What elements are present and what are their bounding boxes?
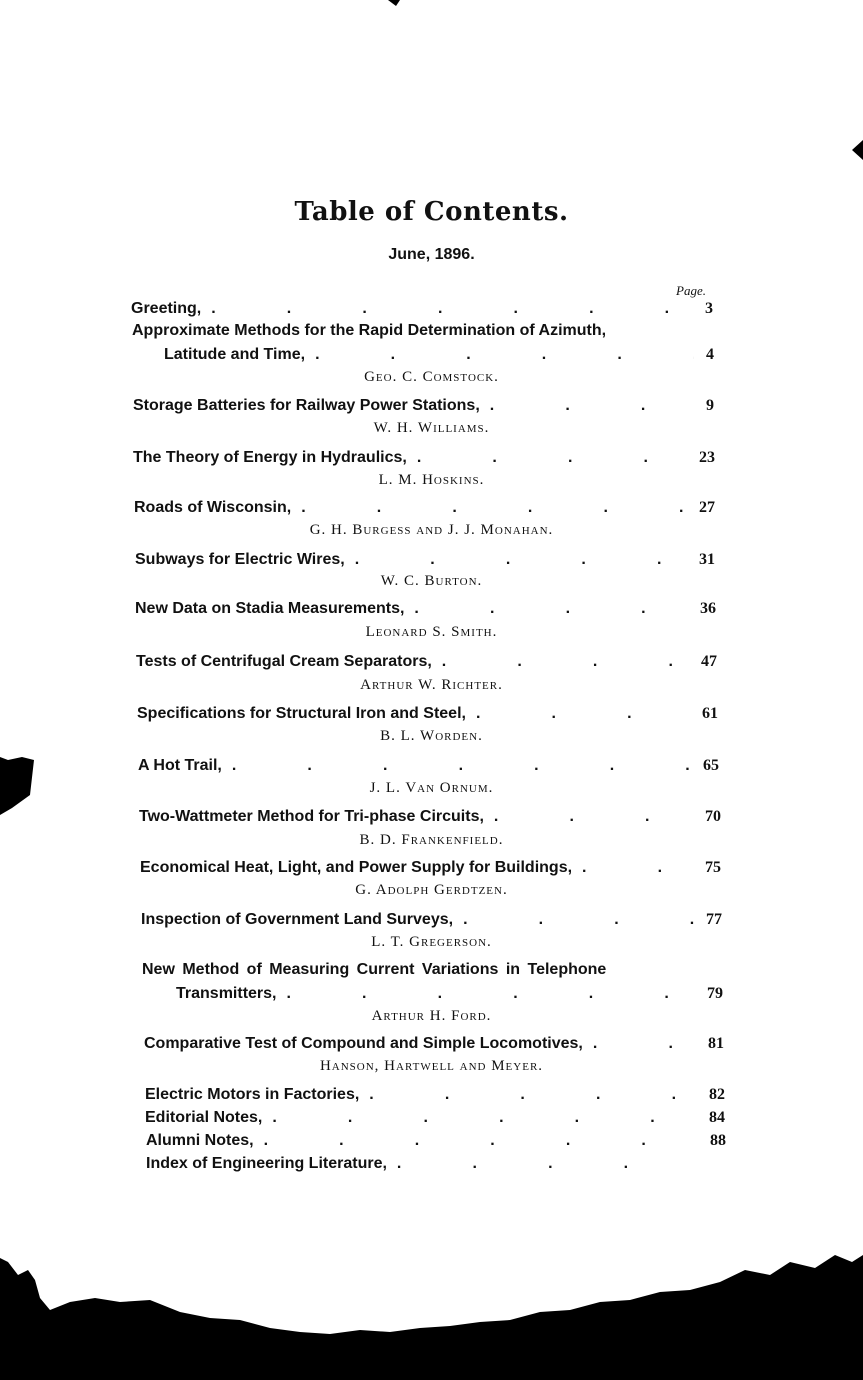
entry-page: 4	[706, 346, 714, 363]
dot-leader	[315, 346, 694, 364]
dot-leader	[414, 600, 688, 618]
entry-page: 84	[709, 1109, 725, 1126]
entry-title: Electric Motors in Factories,	[145, 1086, 360, 1103]
entry-title: A Hot Trail,	[138, 757, 222, 774]
entry-page: 70	[705, 808, 721, 825]
dot-leader	[301, 499, 687, 517]
toc-entry	[144, 1035, 724, 1053]
entry-author: G. Adolph Gerdtzen.	[355, 882, 508, 898]
dot-leader	[355, 551, 687, 569]
toc-entry	[146, 1132, 726, 1150]
entry-page: 31	[699, 551, 715, 568]
toc-entry	[131, 300, 713, 318]
dot-leader	[593, 1035, 696, 1053]
entry-title: Storage Batteries for Railway Power Stations,	[133, 397, 480, 414]
dot-leader	[397, 1155, 656, 1173]
dot-leader	[417, 449, 687, 467]
entry-page: 3	[705, 300, 713, 317]
entry-page: 27	[699, 499, 715, 516]
toc-entry	[139, 808, 721, 826]
entry-title: Roads of Wisconsin,	[134, 499, 292, 516]
entry-title: Approximate Methods for the Rapid Determination of Azimuth,	[132, 322, 607, 339]
toc-entry	[145, 1086, 725, 1104]
dot-leader	[211, 300, 693, 318]
entry-title: New Data on Stadia Measurements,	[135, 600, 405, 617]
toc-entry	[138, 757, 719, 775]
entry-author: B. L. Worden.	[380, 728, 483, 744]
dot-leader	[264, 1132, 698, 1150]
entry-author: Hanson, Hartwell and Meyer.	[319, 1058, 544, 1074]
entry-title: Transmitters,	[176, 985, 277, 1002]
dot-leader	[476, 705, 690, 723]
toc-entry	[136, 653, 717, 671]
entry-title: Specifications for Structural Iron and Steel,	[137, 705, 466, 722]
entry-author: B. D. Frankenfield.	[359, 832, 504, 848]
dot-leader	[286, 985, 695, 1003]
dot-leader	[463, 911, 694, 929]
page-column-header: Page.	[676, 283, 706, 298]
entry-author: L. T. Gregerson.	[371, 934, 492, 950]
entry-author: W. C. Burton.	[380, 573, 483, 589]
toc-entry	[135, 600, 716, 618]
toc-entry	[135, 551, 715, 569]
entry-page: 79	[707, 985, 723, 1002]
entry-title: Latitude and Time,	[164, 346, 306, 363]
entry-author: Leonard S. Smith.	[365, 624, 498, 640]
entry-title: Inspection of Government Land Surveys,	[141, 911, 454, 928]
toc-entry	[133, 449, 715, 467]
dot-leader	[582, 859, 693, 877]
dot-leader	[494, 808, 693, 826]
entry-page: 61	[702, 705, 718, 722]
entry-title: Economical Heat, Light, and Power Supply for Buildings,	[140, 859, 573, 876]
toc-entry	[133, 397, 714, 415]
entry-author: Geo. C. Comstock.	[364, 369, 499, 385]
entry-title: Tests of Centrifugal Cream Separators,	[136, 653, 432, 670]
entry-page: 81	[708, 1035, 724, 1052]
dot-leader	[490, 397, 694, 415]
entry-title: Index of Engineering Literature,	[146, 1155, 387, 1172]
dot-leader	[369, 1086, 697, 1104]
toc-entry	[145, 1109, 725, 1127]
entry-title: Comparative Test of Compound and Simple Locomotives,	[144, 1035, 583, 1052]
entry-author: L. M. Hoskins.	[378, 472, 485, 488]
entry-page: 47	[701, 653, 717, 670]
entry-page: 88	[710, 1132, 726, 1149]
page-title: Table of Contents.	[294, 197, 569, 227]
entry-page: 82	[709, 1086, 725, 1103]
toc-entry	[176, 985, 723, 1003]
entry-title: Subways for Electric Wires,	[135, 551, 345, 568]
toc-entry	[140, 859, 721, 877]
entry-author: Arthur W. Richter.	[360, 677, 503, 693]
dot-leader	[232, 757, 691, 775]
toc-entry-title-line1	[142, 961, 606, 979]
entry-title: The Theory of Energy in Hydraulics,	[133, 449, 407, 466]
entry-title: Two-Wattmeter Method for Tri-phase Circuits,	[139, 808, 484, 825]
toc-entry	[134, 499, 715, 517]
entry-title: New Method of Measuring Current Variations in Telephone	[142, 961, 607, 978]
entry-author: Arthur H. Ford.	[371, 1008, 492, 1024]
entry-page: 9	[706, 397, 714, 414]
toc-entry-title-line1	[132, 322, 606, 340]
entry-author: G. H. Burgess and J. J. Monahan.	[309, 522, 554, 538]
entry-title: Alumni Notes,	[146, 1132, 254, 1149]
toc-entry	[141, 911, 722, 929]
entry-page: 23	[699, 449, 715, 466]
entry-page: 65	[703, 757, 719, 774]
entry-page: 75	[705, 859, 721, 876]
toc-entry	[164, 346, 714, 364]
entry-title: Greeting,	[131, 300, 202, 317]
toc-entry	[137, 705, 718, 723]
entry-page: 36	[700, 600, 716, 617]
entry-page: 77	[706, 911, 722, 928]
toc-entry	[146, 1155, 668, 1173]
entry-author: W. H. Williams.	[373, 420, 490, 436]
entry-title: Editorial Notes,	[145, 1109, 263, 1126]
entry-author: J. L. Van Ornum.	[369, 780, 494, 796]
dot-leader	[442, 653, 689, 671]
dot-leader	[272, 1109, 697, 1127]
issue-date: June, 1896.	[388, 246, 475, 263]
